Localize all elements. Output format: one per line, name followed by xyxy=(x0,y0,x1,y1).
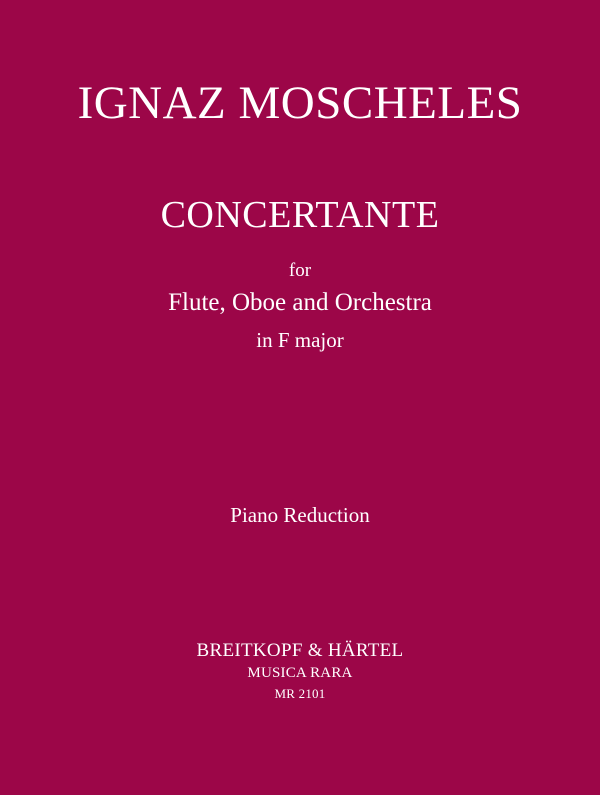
catalog-number: MR 2101 xyxy=(274,686,326,701)
publisher-name: BREITKOPF & HÄRTEL xyxy=(196,640,404,661)
edition-type: Piano Reduction xyxy=(230,503,370,527)
imprint-name: MUSICA RARA xyxy=(247,665,353,681)
instrumentation: Flute, Oboe and Orchestra xyxy=(168,289,432,316)
key-signature: in F major xyxy=(256,328,344,352)
composer-name: IGNAZ MOSCHELES xyxy=(77,77,523,129)
for-label: for xyxy=(288,260,312,281)
work-title: CONCERTANTE xyxy=(160,194,440,236)
